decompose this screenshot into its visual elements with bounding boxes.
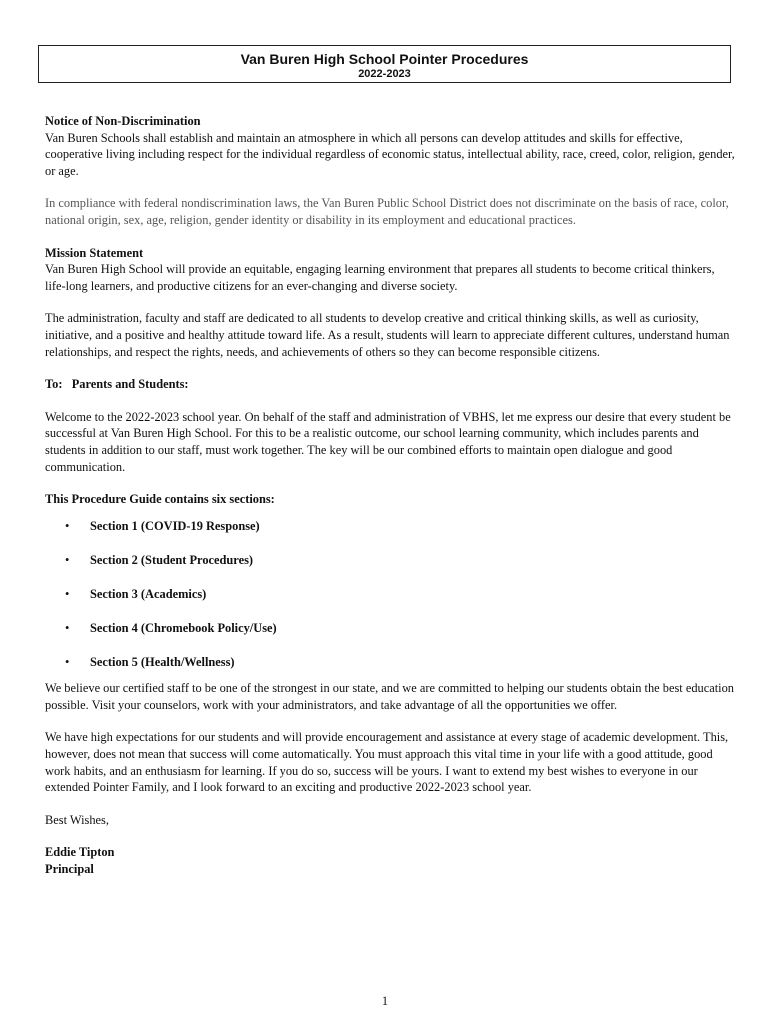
list-item: • Section 4 (Chromebook Policy/Use)	[45, 620, 735, 637]
document-title-box	[38, 45, 731, 83]
sections-list	[45, 518, 735, 671]
notice-text: Van Buren Schools shall establish and maintain an atmosphere in which all persons can develop attitudes and skills for effective, cooperative living including respect for the individual regardless of economic status, intellectual ability, race, creed, color, religion, gender, or age.	[45, 130, 735, 178]
compliance-text: In compliance with federal nondiscrimination laws, the Van Buren Public School District does not discriminate on the basis of race, color, national origin, sex, age, religion, gender identity or disability in its employment and educational practices.	[45, 196, 729, 227]
closing: Best Wishes,	[45, 812, 109, 827]
list-item: • Section 3 (Academics)	[45, 586, 735, 603]
page-number: 1	[381, 994, 389, 1008]
staff-paragraph: We believe our certified staff to be one of the strongest in our state, and we are committed to helping our students obtain the best education possible. Visit your counselors, work with your administrators, and take advantage of all the opportunities we offer.	[45, 681, 735, 712]
list-item: • Section 2 (Student Procedures)	[45, 552, 735, 569]
letter-salutation: To: Parents and Students:	[45, 377, 189, 392]
signer-title: Principal	[45, 861, 94, 876]
school-year: 2022-2023	[358, 68, 411, 80]
signer-name: Eddie Tipton	[45, 845, 115, 860]
document-body	[45, 113, 735, 878]
list-item: • Section 1 (COVID-19 Response)	[45, 518, 735, 535]
guide-heading: This Procedure Guide contains six sections:	[45, 492, 275, 507]
welcome-paragraph: Welcome to the 2022-2023 school year. On behalf of the staff and administration of VBHS, let me express our desire that every student be successful at Van Buren High School. For this to be a realistic outcome, our school learning community, which includes parents and students in addition to our staff, must work together. The key will be our combined efforts to maintain open dialogue and good communication.	[45, 409, 731, 474]
mission-heading: Mission Statement	[45, 245, 144, 260]
mission-text: Van Buren High School will provide an equitable, engaging learning environment that prepares all students to become critical thinkers, life-long learners, and productive citizens for an ever-changing and diverse society.	[45, 262, 715, 293]
notice-heading: Notice of Non-Discrimination	[45, 114, 201, 128]
mission-text-2: The administration, faculty and staff are dedicated to all students to develop creative and critical thinking skills, as well as curiosity, initiative, and a positive and healthy attitude toward life. As a result, students will learn to appreciate different cultures, understand human relationships, and respect the rights, needs, and achievements of others so they can become responsible citizens.	[45, 311, 730, 359]
expectations-paragraph: We have high expectations for our students and will provide encouragement and assistance at every stage of academic development. This, however, does not mean that success will come automatically. You must approach this vital time in your life with a good attitude, good work habits, and an enthusiasm for learning. If you do so, success will be yours. I want to extend my best wishes to everyone in our extended Pointer Family, and I look forward to an exciting and productive 2022-2023 school year.	[45, 730, 729, 795]
list-item: • Section 5 (Health/Wellness)	[45, 654, 735, 671]
document-title: Van Buren High School Pointer Procedures	[240, 51, 529, 67]
